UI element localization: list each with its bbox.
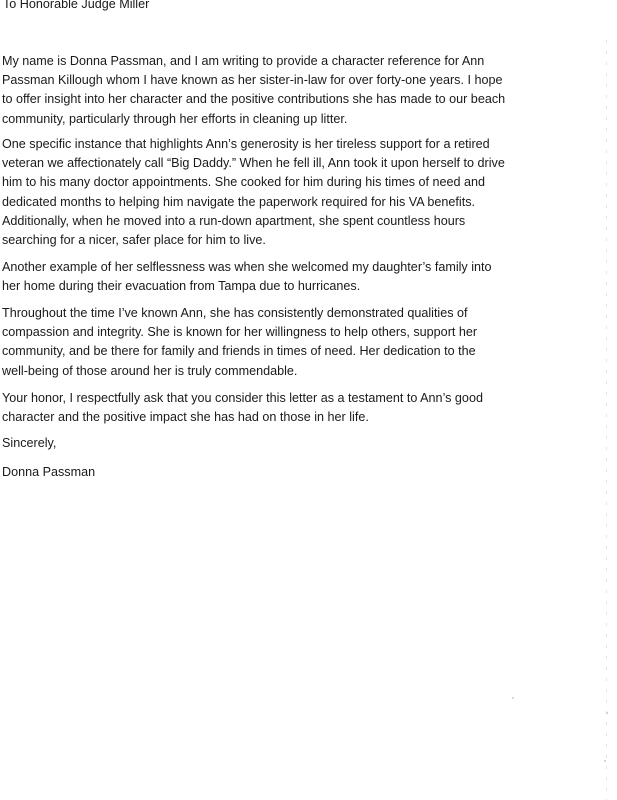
scan-dot-artifact (604, 760, 606, 762)
scan-dot-artifact (606, 712, 608, 714)
paragraph-introduction: My name is Donna Passman, and I am writing to provide a character reference for Ann Passman Killough whom I have known as her sister-in-law for over forty-one years. I hope to offer insight into her character and the positive contributions she has made to our beach community, particularly through her efforts in cleaning up litter. (2, 54, 506, 126)
paragraph-integrity: Throughout the time I’ve known Ann, she has consistently demonstrated qualities of compassion and integrity. She is known for her willingness to help others, support her community, and be there for family and friends in times of need. Her dedication to the well-being of those around her is truly commendable. (2, 306, 478, 378)
salutation: To Honorable Judge Miller (3, 0, 150, 11)
scan-edge-artifact (606, 40, 607, 800)
closing: Sincerely, (2, 436, 57, 450)
paragraph-selflessness: Another example of her selflessness was when she welcomed my daughter’s family into her home during their evacuation from Tampa due to hurricanes. (2, 260, 492, 294)
scan-dot-artifact (512, 697, 514, 699)
signature-name: Donna Passman (2, 465, 96, 479)
paragraph-generosity: One specific instance that highlights Ann’s generosity is her tireless support for a retired veteran we affectionately call “Big Daddy.” When he fell ill, Ann took it upon herself to drive him to his many doctor appointments. She cooked for him during his times of need and dedicated months to helping him navigate the paperwork required for his VA benefits. Additionally, when he moved into a run-down apartment, she spent countless hours searching for a nicer, safer place for him to live. (2, 137, 505, 248)
paragraph-request: Your honor, I respectfully ask that you consider this letter as a testament to Ann’s good character and the positive impact she has had on those in her life. (2, 391, 483, 425)
